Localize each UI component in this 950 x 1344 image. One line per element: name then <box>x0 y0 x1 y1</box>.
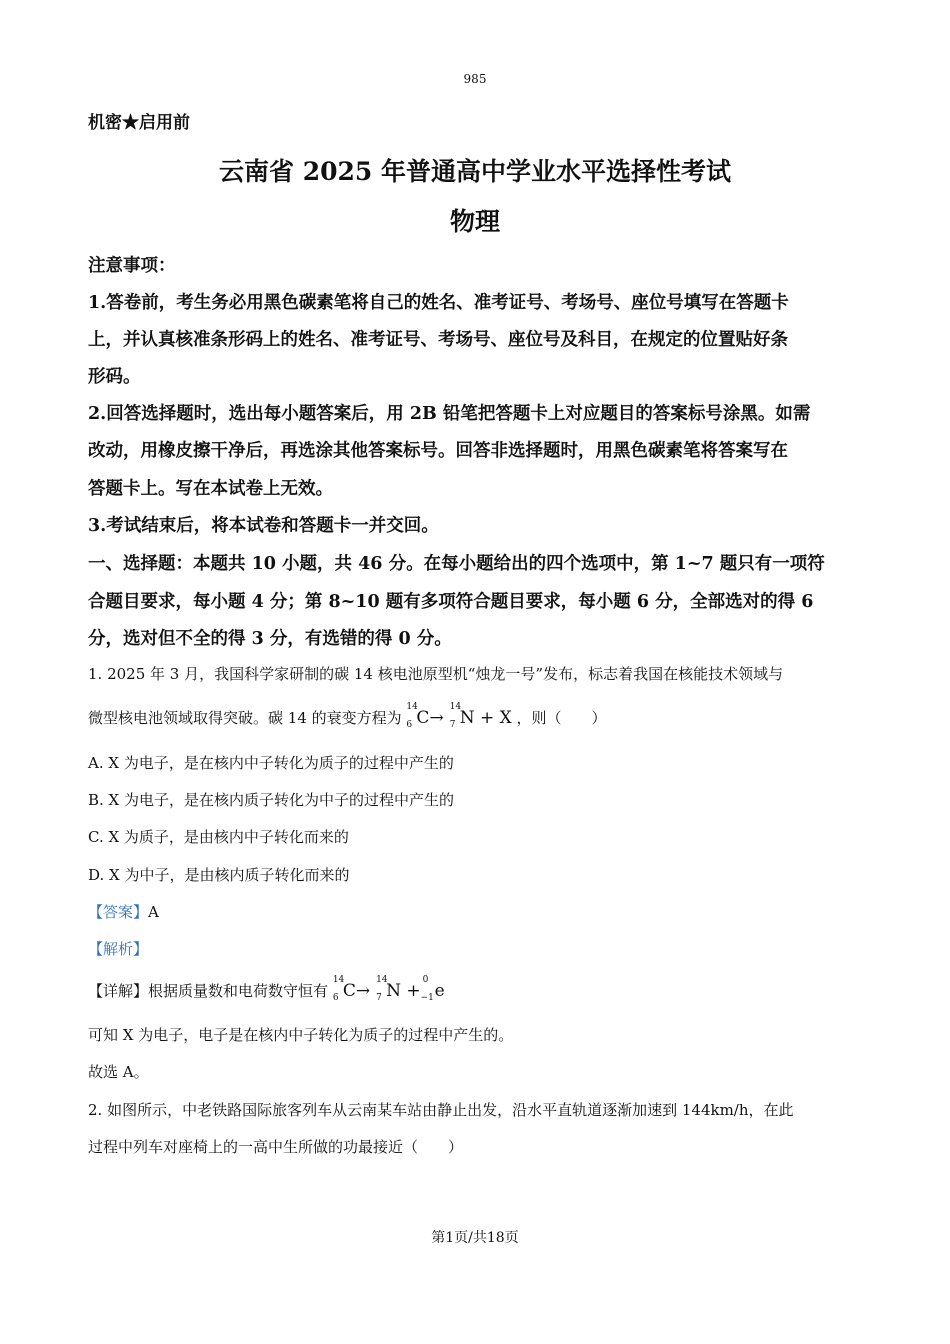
option-d: D. X 为中子，是由核内质子转化而来的 <box>88 866 350 884</box>
reaction-arrow: → <box>355 981 371 1001</box>
notice-line: 1.答卷前，考生务必用黑色碳素笔将自己的姓名、准考证号、考场号、座位号填写在答题卡 <box>88 293 789 313</box>
detail-tag: 【详解】 <box>88 982 149 1000</box>
question-1-suffix: ，则（ ） <box>516 709 607 727</box>
analysis-line <box>88 938 148 959</box>
plus-sign: + <box>406 981 421 1001</box>
subject-title: 物理 <box>449 207 500 236</box>
section-line: 合题目要求，每小题 4 分；第 8~10 题有多项符合题目要求，每小题 6 分，全部选对的得 6 <box>88 592 814 612</box>
plus-x: + X <box>479 708 512 728</box>
decay-equation <box>406 702 512 730</box>
notice-line: 2.回答选择题时，选出每小题答案后，用 2B 铅笔把答题卡上对应题目的答案标号涂黑。如需 <box>88 404 811 424</box>
answer-tag: 【答案】 <box>88 903 149 921</box>
carbon-mass-number: 14 <box>406 702 418 712</box>
question-2-stem-line2: 过程中列车对座椅上的一高中生所做的功最接近（ ） <box>88 1138 464 1156</box>
analysis-tag: 【解析】 <box>88 940 149 958</box>
nitrogen-mass-number: 14 <box>449 702 462 712</box>
question-2-stem: 2. 如图所示，中老铁路国际旅客列车从云南某车站由静止出发，沿水平直轨道逐渐加速到 144km/h，在此 <box>88 1101 794 1119</box>
page-header-number: 985 <box>463 72 487 86</box>
question-1-stem: 1. 2025 年 3 月，我国科学家研制的碳 14 核电池原型机“烛龙一号”发布，标志着我国在核能技术领域与 <box>88 665 784 683</box>
electron-mass-number: 0 <box>422 975 429 985</box>
notice-line: 上，并认真核准条形码上的姓名、准考证号、考场号、座位号及科目，在规定的位置贴好条 <box>88 330 788 350</box>
notice-heading: 注意事项： <box>88 256 176 276</box>
notice-line: 形码。 <box>88 367 141 387</box>
carbon-charge-number: 6 <box>406 720 413 730</box>
answer-value: A <box>148 903 159 921</box>
detail-equation <box>332 975 445 1003</box>
notice-line: 改动，用橡皮擦干净后，再选涂其他答案标号。回答非选择题时，用黑色碳素笔将答案写在 <box>88 441 788 461</box>
carbon-mass-number: 14 <box>332 975 345 985</box>
section-line: 分，选对但不全的得 3 分，有选错的得 0 分。 <box>88 629 452 649</box>
section-line: 一、选择题：本题共 10 小题，共 46 分。在每小题给出的四个选项中，第 1~7 题只有一项符 <box>88 554 825 574</box>
notice-line: 答题卡上。写在本试卷上无效。 <box>88 479 333 499</box>
nitrogen-mass-number: 14 <box>376 975 388 985</box>
option-a: A. X 为电子，是在核内中子转化为质子的过程中产生的 <box>88 754 454 772</box>
nitrogen-charge-number: 7 <box>376 993 382 1003</box>
detail-line <box>88 975 445 1003</box>
nitrogen-symbol: N <box>459 708 475 728</box>
classification-label: 机密★启用前 <box>88 113 190 133</box>
option-b: B. X 为电子，是在核内质子转化为中子的过程中产生的 <box>88 791 455 809</box>
answer-line <box>88 901 159 922</box>
carbon-symbol: C <box>342 981 356 1001</box>
question-1-prefix: 微型核电池领域取得突破。碳 14 的衰变方程为 <box>88 709 402 727</box>
electron-symbol: e <box>434 981 445 1001</box>
conclusion-line: 可知 X 为电子，电子是在核内中子转化为质子的过程中产生的。 <box>88 1026 514 1044</box>
question-1-stem-line2 <box>88 702 607 730</box>
carbon-symbol: C <box>416 708 430 728</box>
option-c: C. X 为质子，是由核内中子转化而来的 <box>88 828 349 846</box>
nitrogen-charge-number: 7 <box>449 720 456 730</box>
exam-title: 云南省 2025 年普通高中学业水平选择性考试 <box>219 157 731 186</box>
page-footer: 第1页/共18页 <box>431 1230 519 1246</box>
reaction-arrow: → <box>429 708 444 728</box>
detail-text: 根据质量数和电荷数守恒有 <box>148 982 329 1000</box>
choose-line: 故选 A。 <box>88 1063 149 1081</box>
notice-line: 3.考试结束后，将本试卷和答题卡一并交回。 <box>88 516 439 536</box>
nitrogen-symbol: N <box>386 981 401 1001</box>
carbon-charge-number: 6 <box>332 993 339 1003</box>
electron-charge-number: −1 <box>420 993 434 1003</box>
